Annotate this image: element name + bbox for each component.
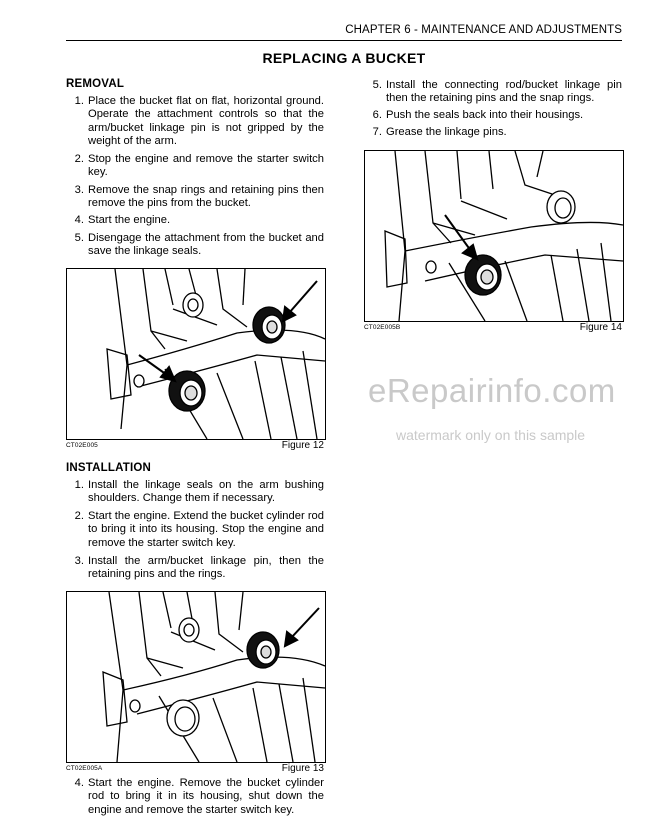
removal-step-5	[68, 232, 324, 259]
step-number: 3.	[74, 555, 84, 567]
page-title: REPLACING A BUCKET	[262, 50, 426, 66]
removal-step-4	[68, 214, 324, 228]
installation-step-1	[68, 479, 324, 506]
removal-step-1	[68, 95, 324, 149]
step-text: Remove the snap rings and retaining pins then remove the pins from the bucket.	[88, 184, 324, 210]
step-text: Install the connecting rod/bucket linkage pin then the retaining pins and the snap rings.	[386, 79, 622, 105]
bucket-linkage-drawing	[67, 269, 325, 439]
step-number: 1.	[74, 95, 84, 107]
installation-step-3	[68, 555, 324, 582]
figure-14-caption: Figure 14	[579, 322, 622, 333]
step-number: 5.	[74, 232, 84, 244]
figure-14-illustration	[364, 150, 624, 322]
installation-heading: INSTALLATION	[66, 462, 152, 474]
step-text: Push the seals back into their housings.	[386, 109, 584, 121]
bucket-linkage-drawing	[67, 592, 325, 762]
step-text: Install the linkage seals on the arm bushing shoulders. Change them if necessary.	[88, 479, 324, 505]
removal-step-3	[68, 184, 324, 211]
figure-12-caption: Figure 12	[281, 440, 324, 451]
step-text: Install the arm/bucket linkage pin, then the retaining pins and the rings.	[88, 555, 324, 581]
step-number: 2.	[74, 510, 84, 522]
step-number: 4.	[74, 777, 84, 789]
figure-12-illustration	[66, 268, 326, 440]
chapter-header: CHAPTER 6 - MAINTENANCE AND ADJUSTMENTS	[345, 24, 622, 36]
figure-13-illustration	[66, 591, 326, 763]
step-number: 3.	[74, 184, 84, 196]
step-text: Start the engine. Remove the bucket cylinder rod to bring it in its housing, shut down the engine and remove the starter switch key.	[88, 777, 324, 816]
installation-step-2	[68, 510, 324, 550]
step-text: Place the bucket flat on flat, horizontal ground. Operate the attachment controls so that the arm/bucket linkage pin is not gripped by the weight of the arm.	[88, 95, 324, 148]
step-text: Start the engine. Extend the bucket cylinder rod to bring it into its housing. Stop the engine and remove the starter switch key.	[88, 510, 324, 549]
step-text: Grease the linkage pins.	[386, 126, 507, 138]
installation-step-6	[366, 109, 622, 123]
step-number: 5.	[372, 79, 382, 91]
removal-heading: REMOVAL	[66, 78, 125, 90]
step-text: Start the engine.	[88, 214, 171, 226]
watermark-text: eRepairinfo.com	[368, 372, 616, 409]
step-number: 6.	[372, 109, 382, 121]
figure-13-caption: Figure 13	[281, 763, 324, 774]
installation-step-5	[366, 79, 622, 106]
step-number: 4.	[74, 214, 84, 226]
step-text: Stop the engine and remove the starter switch key.	[88, 153, 324, 179]
figure-14-code: CT02E005B	[364, 324, 401, 331]
step-number: 2.	[74, 153, 84, 165]
step-text: Disengage the attachment from the bucket and save the linkage seals.	[88, 232, 324, 258]
watermark-subtext: watermark only on this sample	[396, 427, 586, 443]
step-number: 7.	[372, 126, 382, 138]
bucket-linkage-drawing	[365, 151, 623, 321]
removal-step-2	[68, 153, 324, 180]
header-rule	[66, 40, 622, 41]
step-number: 1.	[74, 479, 84, 491]
installation-step-4	[68, 777, 324, 819]
installation-step-7	[366, 126, 622, 140]
figure-12-code: CT02E005	[66, 442, 98, 449]
figure-13-code: CT02E005A	[66, 765, 103, 772]
